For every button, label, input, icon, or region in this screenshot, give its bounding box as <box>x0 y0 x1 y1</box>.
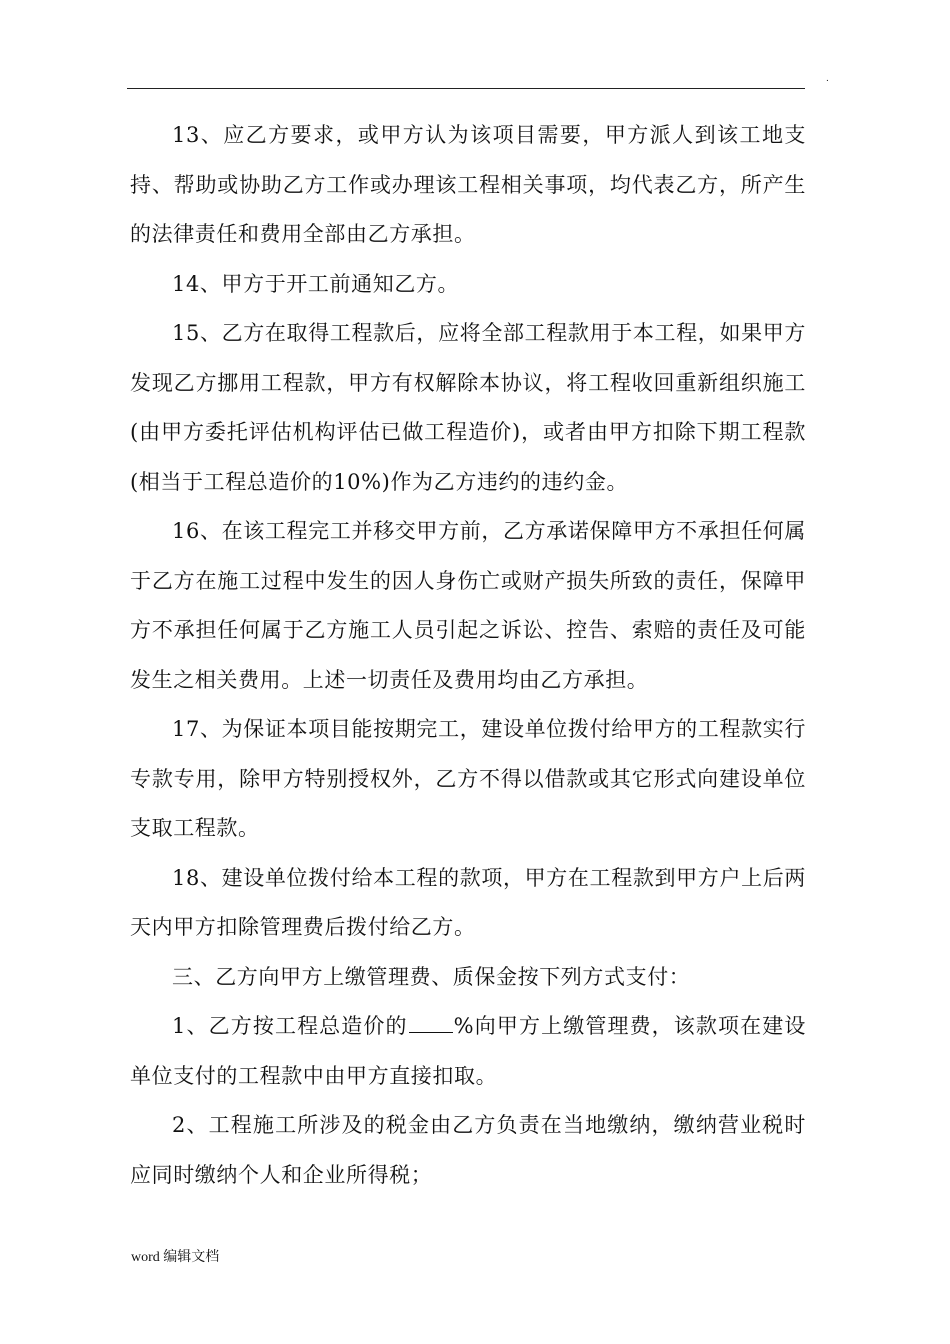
header-mark: . <box>826 73 829 84</box>
clause-15: 15、乙方在取得工程款后，应将全部工程款用于本工程，如果甲方发现乙方挪用工程款，甲方有权解除本协议，将工程收回重新组织施工(由甲方委托评估机构评估已做工程造价)，或者由甲方扣除下期工程款(相当于工程总造价的10%)作为乙方违约的违约金。 <box>130 321 806 494</box>
clause-18: 18、建设单位拨付给本工程的款项，甲方在工程款到甲方户上后两天内甲方扣除管理费后拨付给乙方。 <box>130 865 806 939</box>
payment-item-2: 2、工程施工所涉及的税金由乙方负责在当地缴纳，缴纳营业税时应同时缴纳个人和企业所得税； <box>130 1113 806 1187</box>
clause-13: 13、应乙方要求，或甲方认为该项目需要，甲方派人到该工地支持、帮助或协助乙方工作或办理该工程相关事项，均代表乙方，所产生的法律责任和费用全部由乙方承担。 <box>130 123 806 246</box>
clause-14: 14、甲方于开工前通知乙方。 <box>172 271 460 296</box>
header-rule <box>127 88 805 89</box>
payment-item-1-text-after: %向甲方上缴管理费，该款项在建设单位支付的工程款中由甲方直接扣取。 <box>130 1014 806 1088</box>
section-three-heading: 三、乙方向甲方上缴管理费、质保金按下列方式支付： <box>172 964 691 989</box>
payment-item-1 <box>130 1002 806 1101</box>
clause-16: 16、在该工程完工并移交甲方前，乙方承诺保障甲方不承担任何属于乙方在施工过程中发生的因人身伤亡或财产损失所致的责任，保障甲方不承担任何属于乙方施工人员引起之诉讼、控告、索赔的责任及可能发生之相关费用。上述一切责任及费用均由乙方承担。 <box>130 519 806 692</box>
footer-label: word 编辑文档 <box>131 1250 220 1265</box>
document-body <box>130 111 806 1200</box>
clause-17: 17、为保证本项目能按期完工，建设单位拨付给甲方的工程款实行专款专用，除甲方特别授权外，乙方不得以借款或其它形式向建设单位支取工程款。 <box>130 717 806 840</box>
payment-item-1-text-before: 1、乙方按工程总造价的 <box>172 1014 408 1038</box>
fee-percentage-blank <box>409 1012 453 1033</box>
